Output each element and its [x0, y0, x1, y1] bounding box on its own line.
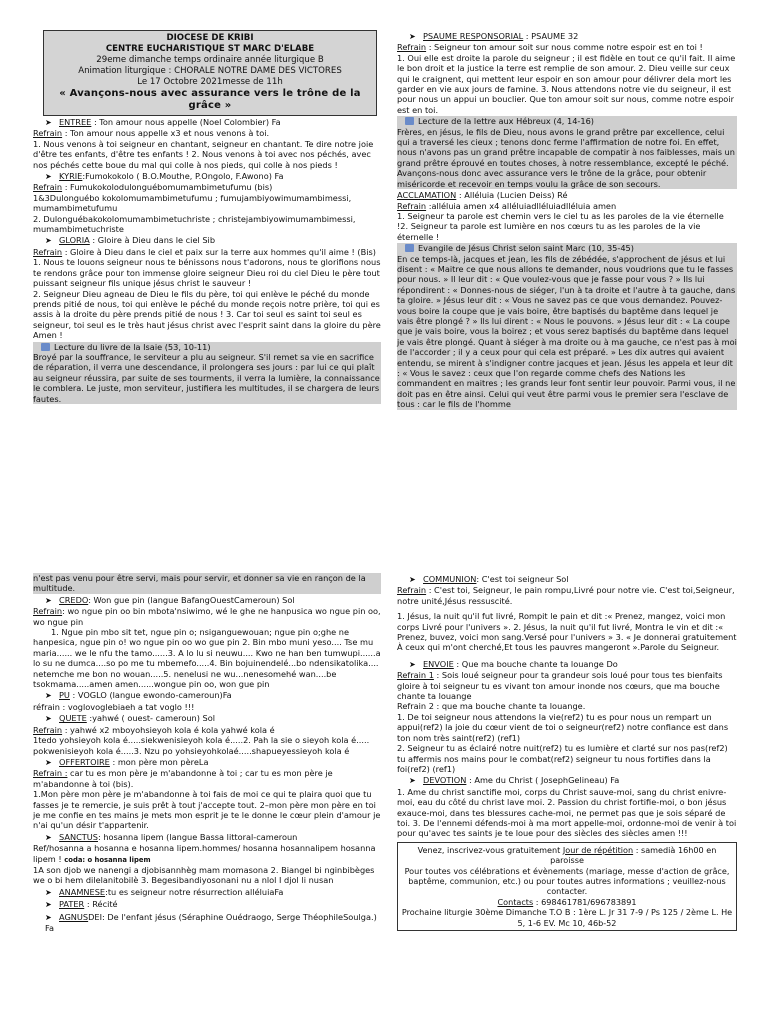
info-rehearsal-time: : samedià 16h00 en paroisse	[550, 844, 717, 866]
quete-song: :yahwé ( ouest- cameroun) Sol	[86, 713, 215, 724]
gospel-text: En ce temps-là, jacques et jean, les fils de zébédée, s'approchent de jésus et lui disent : « Maitre ce que nous allons te demander, nous voudrions que tu le fasses pour nous. » Il leur dit : « Que voulez-vous que je fasse pour vous ? » Ils lui répondirent : « Donnes-nous de siéger, l'un à ta droite et l'autre à ta gauche, dans ta gloire. » Jésus leur dit : « Vous ne savez pas ce que vous demandez. Pouvez-vous boire la coupe que je vais boire, être baptisés du baptême dans lequel je vais être plongé ? » Ils lui dirent : « Nous le pouvons. » Jésus leur dit : « La coupe que je vais boire, vous la boirez ; et vous serez baptisés du baptême dans lequel je vais être plongé. Quant à siéger à ma droite ou à ma gauche, ce n'est pas à moi de l'accorder ; il y a ceux pour qui cela est préparé. » Les dix autres qui avaient entendu, se mirent à s'indigner contre jacques et jean. Jésus les appela et leur dit : « Vous le savez : ceux que l'on regarde comme chefs des Nations les commandent en maitres ; les grands leur font sentir leur pouvoir. Parmi vous, il ne doit pas en être ainsi. Celui qui veut être parmi vous le premier sera l'esclave de tous : car le fils de l'homme	[397, 253, 737, 410]
gloria-refrain: : Gloire à Dieu dans le ciel et paix sur la terre aux hommes qu'il aime ! (Bis)	[62, 246, 376, 257]
sanctus-verses: 1A son djob we nanengi a djobisannhèg mam momasona 2. Biangel bi nginbibèges we o bi hem dilelanitobilè 3. Begesibandiyosonani nu a nlol I djol li nusan	[33, 864, 375, 886]
info-invite: Venez, inscrivez-vous gratuitement	[417, 844, 561, 855]
psalm-title: PSAUME RESPONSORIAL	[423, 31, 524, 41]
column-top-right	[397, 30, 737, 410]
arrow-icon: ➤	[409, 575, 416, 584]
devotion-title: DEVOTION	[423, 775, 467, 786]
kyrie-verse-2: 2. Dulonguébakokolomumambimetuchriste ; christejambiyowimumambimessi, mumambimetuchriste	[33, 213, 356, 235]
kyrie-title: KYRIE	[59, 171, 83, 182]
pater-song: : Récité	[84, 899, 118, 910]
quete-title: QUETE	[59, 713, 87, 724]
credo-refrain: : wo ngue pin oo bin mbota'nsiwimo, wé le ghe ne hanpusica wo ngue pin oo, wo ngue pin	[33, 606, 381, 627]
gospel-title: Evangile de Jésus Christ selon saint Marc (10, 35-45)	[418, 243, 634, 254]
centre-title: CENTRE EUCHARISTIQUE ST MARC D'ELABE	[105, 44, 315, 54]
psalm-refrain-label: Refrain	[397, 42, 427, 53]
kyrie-verse-1: 1&3Dulonguébo kokolomumambimetufumu ; fumujambiyowimumambimessi, mumambimetufumu	[33, 192, 352, 214]
sanctus-title: SANCTUS	[59, 831, 98, 842]
acclamation-refrain-label: Refrain	[397, 200, 427, 211]
psalm-refrain: : Seigneur ton amour soit sur nous comme notre espoir est en toi !	[426, 42, 703, 53]
gospel-continued: n'est pas venu pour être servi, mais pour servir, et donner sa vie en rançon de la multitude.	[33, 573, 381, 594]
reading2-section	[397, 116, 737, 189]
arrow-icon: ➤	[409, 776, 416, 786]
reading1-section	[33, 342, 381, 404]
devotion-song: : Ame du Christ ( JosephGelineau) Fa	[466, 775, 620, 786]
book-icon	[405, 244, 414, 252]
entree-refrain: : Ton amour nous appelle x3 et nous venons à toi.	[62, 128, 270, 139]
envoie-song: : Que ma bouche chante ta louange Do	[453, 658, 618, 669]
credo-section	[33, 595, 381, 690]
pater-title: PATER	[59, 899, 85, 910]
quete-verses: 1tedo yohsieyoh kola é.....siekwenisieyoh kola é.....2. Pah la sie o sieyoh kola é..... pokwenisieyoh kola é.....3. Nzu po yohsieyohkolaé.....shapueyessieyoh kola é	[33, 735, 370, 756]
sanctus-section	[33, 832, 381, 886]
quete-refrain-label: Refrain	[33, 724, 63, 735]
pu-refrain: réfrain : voglovoglebiaeh a tat voglo !!!	[33, 701, 195, 712]
quete-section	[33, 713, 381, 756]
acclamation-section	[397, 190, 737, 242]
arrow-icon: ➤	[45, 172, 52, 182]
entree-refrain-label: Refrain	[33, 128, 63, 139]
column-bottom-right	[397, 573, 737, 931]
communion-verses: 1. Jésus, la nuit qu'il fut livré, Rompit le pain et dit :« Prenez, mangez, voici mon corps Livré pour l'univers ». 2. Jésus, la nuit qu'il fut livré, Montra le vin et dit :« Prenez, buvez, voici mon sang.Versé pour l'univers » 3. « Je donnerai gratuitement À ceux qui m'ont cherché,Et tous les pauvres mangeront ».Parole du Seigneur.	[397, 611, 737, 653]
communion-title: COMMUNION	[423, 574, 477, 584]
acclamation-verses: 1. Seigneur ta parole est chemin vers le ciel tu as les paroles de la vie éternelle !2. Seigneur ta parole est lumière en nos cœurs tu as les paroles de la vie éternelle !	[397, 210, 724, 242]
offertoire-verses: 1.Mon père mon père je m'abandonne à toi fais de moi ce qui te plaira quoi que tu fasses je te remercie, je suis prêt à tout j'accepte tout. 2–mon père mon père en toi je me confie en tes mains je mets mon esprit je te le donne le cœur plein d'amour je n'ai qu'un désir t'appartenir.	[33, 789, 381, 831]
agnus-section	[33, 912, 381, 934]
arrow-icon: ➤	[45, 118, 52, 127]
gloria-refrain-label: Refrain	[33, 246, 63, 257]
gloria-section	[33, 235, 381, 340]
agnus-song: DEI: De l'enfant jésus (Séraphine Ouédraogo, Serge ThéophileSoulga.) Fa	[45, 911, 377, 933]
info-services: Pour toutes vos célébrations et évènements (mariage, messe d'action de grâce, baptême, communion, etc.) ou pour toutes autres informations ; veuillez-nous contacter.	[404, 865, 730, 897]
diocese-title: DIOCESE DE KRIBI	[166, 33, 254, 43]
acclamation-song: : Alléluia (Lucien Deiss) Ré	[456, 190, 568, 201]
pu-title: PU	[59, 690, 70, 701]
entree-verses: 1. Nous venons à toi seigneur en chantant, seigneur en chantant. Te dire notre joie d'être tes enfants, d'être tes enfants ! 2. Nous venons à toi avec nos péchés, avec nos péchés cette boue du mal qui colle à nos pieds, qui colle à nos pieds !	[33, 138, 374, 170]
devotion-section	[397, 775, 737, 838]
anamnese-section	[33, 887, 381, 898]
info-contacts: : 698461781/696783891	[533, 896, 637, 907]
quete-refrain: : yahwé x2 mboyohsieyoh kola é kola yahwé kola é	[62, 724, 275, 735]
offertoire-refrain-label: Refrain :	[33, 768, 68, 779]
psalm-verses: 1. Oui elle est droite la parole du seigneur ; il est fidèle en tout ce qu'il fait. Il aime le bon droit et la justice la terre est remplie de son amour. 2. Dieu veille sur ceux qui le craignent, qui mettent leur espoir en son amour pour délivrer dela mort les garder en vie aux jours de famine. 3. Nous attendons notre vie du seigneur, il est pour nous un appui un bouclier. Que ton amour soit sur nous, comme notre espoir est en toi.	[397, 52, 736, 115]
envoie-refrain2: Refrain 2 : que ma bouche chante ta louange.	[397, 701, 586, 712]
arrow-icon: ➤	[45, 832, 52, 842]
arrow-icon: ➤	[45, 236, 52, 246]
header-box	[43, 30, 377, 116]
offertoire-song: : mon père mon pèreLa	[109, 756, 209, 767]
offertoire-title: OFFERTOIRE	[59, 756, 110, 767]
pu-section	[33, 690, 381, 712]
psalm-number: : PSAUME 32	[523, 31, 579, 41]
communion-refrain-label: Refrain	[397, 585, 427, 596]
psalm-section	[397, 31, 737, 115]
arrow-icon: ➤	[409, 659, 416, 669]
pater-section	[33, 899, 381, 910]
acclamation-title: ACCLAMATION	[397, 190, 457, 201]
communion-refrain: : C'est toi, Seigneur, le pain rompu,Livré pour notre vie. C'est toi,Seigneur, notre unité,Jésus ressuscité.	[397, 585, 735, 606]
info-box	[397, 842, 737, 931]
gloria-song: : Gloire à Dieu dans le ciel Sib	[89, 235, 216, 246]
offertoire-section	[33, 757, 381, 831]
motto: « Avançons-nous avec assurance vers le trône de la grâce »	[59, 88, 361, 111]
arrow-icon: ➤	[45, 757, 52, 767]
entree-song: : Ton amour nous appelle (Noel Colombier) Fa	[91, 117, 281, 127]
info-rehearsal-label: Jour de répétition	[562, 844, 634, 855]
kyrie-refrain-label: Refrain	[33, 182, 63, 193]
arrow-icon: ➤	[45, 887, 52, 897]
date-line: Le 17 Octobre 2021messe de 11h	[137, 77, 283, 87]
entree-section	[33, 117, 381, 170]
sanctus-song: : hosanna lipem (langue Bassa littoral-cameroun	[97, 831, 298, 842]
devotion-verses: 1. Ame du christ sanctifie moi, corps du Christ sauve-moi, sang du christ enivre-moi, eau du côté du christ lave moi. 2. Passion du christ fortifie-moi, o bon jésus exauce-moi, dans tes blessures cache-moi, ne permet pas que je sois séparé de toi. 3. De l'ennemi défends-moi à ma mort appelle-moi, ordonne-moi de venir à toi pour qu'avec tes saints je te loue pour des siècles des siècles amen !!!	[397, 786, 737, 839]
arrow-icon: ➤	[409, 32, 416, 41]
envoie-verses: 1. De toi seigneur nous attendons la vie(ref2) tu es pour nous un rempart un appui(ref2) la joie du cœur vient de toi o seigneur(ref2) notre confiance est dans ton nom très saint(ref2) (ref1) 2. Seigneur tu as éclairé notre nuit(ref2) tu es lumière et clarté sur nos pas(ref2) tu affermis nos mains pour le combat(ref2) seigneur tu nous fortifies dans la foi(ref2) (ref1)	[397, 711, 729, 774]
credo-title: CREDO	[59, 594, 89, 605]
entree-title: ENTREE	[59, 117, 92, 127]
communion-song: : C'est toi seigneur Sol	[476, 574, 569, 584]
acclamation-refrain: :alléluia amen x4 alléluiadlléluiadlléluia amen	[426, 200, 617, 211]
agnus-title: AGNUS	[59, 911, 89, 922]
reading1-text: Broyé par la souffrance, le serviteur a plu au seigneur. S'il remet sa vie en sacrifice de réparation, il verra une descendance, il prolongera ses jours : par lui ce qui plaît au seigneur réussira, par suite de ses tourments, il verra la lumière, la connaissance le comblera. Le juste, mon serviteur, justifiera les multitudes, il se chargera de leurs fautes.	[33, 351, 380, 404]
reading2-title: Lecture de la lettre aux Hébreux (4, 14-16)	[418, 116, 594, 127]
kyrie-song: :Fumokokolo ( B.O.Mouthe, P.Ongolo, F.Awono) Fa	[82, 171, 284, 182]
gloria-verse-2: 2. Seigneur Dieu agneau de Dieu le fils du père, toi qui enlève le péché du monde prends pitié de nous, toi qui enlève le péché du monde reçois notre prière, toi qui es assis à la droite du père prends pitié de nous ! 3. Car toi seul es saint toi seul es seigneur, toi seul es le très haut jésus christ avec l'esprit saint dans la gloire du père Amen !	[33, 288, 381, 341]
anamnese-title: ANAMNESE	[59, 886, 106, 897]
column-bottom-left	[33, 573, 381, 933]
gospel-section	[397, 243, 737, 410]
credo-song: : Won gue pin (langue BafangOuestCameroun) Sol	[88, 594, 295, 605]
gloria-verse-1: 1. Nous te louons seigneur nous te bénissons nous t'adorons, nous te glorifions nous te rendons grâce pour ton immense gloire seigneur Dieu roi du ciel Dieu le père tout puissant seigneur fils unique jésus christ le sauveur !	[33, 257, 381, 289]
kyrie-refrain: : Fumukokolodulonguébomumambimetufumu (bis)	[62, 182, 273, 193]
pu-song: : VOGLO (langue ewondo-cameroun)Fa	[69, 690, 232, 701]
credo-verses: 1. Ngue pin mbo sit tet, ngue pin o; nsiganguewouan; ngue pin o;ghe ne hanpesica, ngue pin o! wo ngue pin oo wo gue pin 2. Bin mbo muni yeso.... Tse mu maria...... we le nfu the tamo......3. A lo lu si neuwu.... Kwo ne han ben tumwupi......a lo su ne dumca....so po me tu mbemefo.....4. Bin bojuinendelé...bo ndensikatolika.... netemche me bon no wouan.....5. nenelusi ne wu...nenesomehé wan....be tsokmama.....amen amen......wongue pin oo, won gue pin	[33, 627, 381, 690]
envoie-title: ENVOIE	[423, 658, 454, 669]
arrow-icon: ➤	[45, 691, 52, 701]
sunday-line: 29eme dimanche temps ordinaire année liturgique B	[96, 55, 324, 65]
info-next-liturgy: Prochaine liturgie 30ème Dimanche T.O B : 1ère L. Jr 31 7-9 / Ps 125 / 2ème L. He 5, 1-6 EV. Mc 10, 46b-52	[401, 907, 733, 928]
info-contacts-label: Contacts	[497, 896, 534, 907]
envoie-refrain1: : Sois loué seigneur pour ta grandeur sois loué pour tous tes bienfaits gloire à toi seigneur tu es vivant ton amour inonde nos cœurs, que ma bouche chante ta louange	[397, 670, 723, 702]
animation-line: Animation liturgique : CHORALE NOTRE DAME DES VICTORES	[78, 66, 342, 76]
sanctus-coda: coda: o hosanna lipem	[64, 855, 151, 864]
arrow-icon: ➤	[45, 714, 52, 724]
gloria-title: GLORIA	[59, 235, 90, 246]
envoie-section	[397, 659, 737, 774]
reading1-title: Lecture du livre de la Isaie (53, 10-11)	[54, 341, 211, 352]
kyrie-section	[33, 171, 381, 234]
column-top-left	[33, 30, 381, 404]
communion-section	[397, 574, 737, 653]
book-icon	[405, 117, 414, 125]
book-icon	[41, 343, 50, 351]
anamnese-song: :tu es seigneur notre résurrection alléluiaFa	[105, 886, 284, 897]
sanctus-refrain: Ref/hosanna a hosanna e hosanna lipem.hommes/ hosanna hosannalipem hosanna lipem !	[33, 843, 376, 864]
arrow-icon: ➤	[45, 900, 52, 910]
envoie-refrain1-label: Refrain 1	[397, 670, 434, 681]
arrow-icon: ➤	[45, 912, 52, 922]
credo-refrain-label: Refrain	[33, 606, 63, 617]
arrow-icon: ➤	[45, 595, 52, 605]
reading2-text: Frères, en jésus, le fils de Dieu, nous avons le grand prêtre par excellence, celui qui a traversé les cieux ; tenons donc ferme l'affirmation de notre foi. En effet, nous n'avons pas un grand prêtre incapable de compatir à nos faiblesses, mais un grand prêtre éprouvé en toutes choses, à notre ressemblance, excepté le péché. Avançons-nous donc avec assurance vers le trône de la grâce, pour obtenir miséricorde et recevoir en temps voulu la grâce de son secours.	[397, 127, 737, 189]
offertoire-refrain: car tu es mon père je m'abandonne à toi ; car tu es mon père je m'abandonne à toi (bis).	[33, 768, 333, 789]
